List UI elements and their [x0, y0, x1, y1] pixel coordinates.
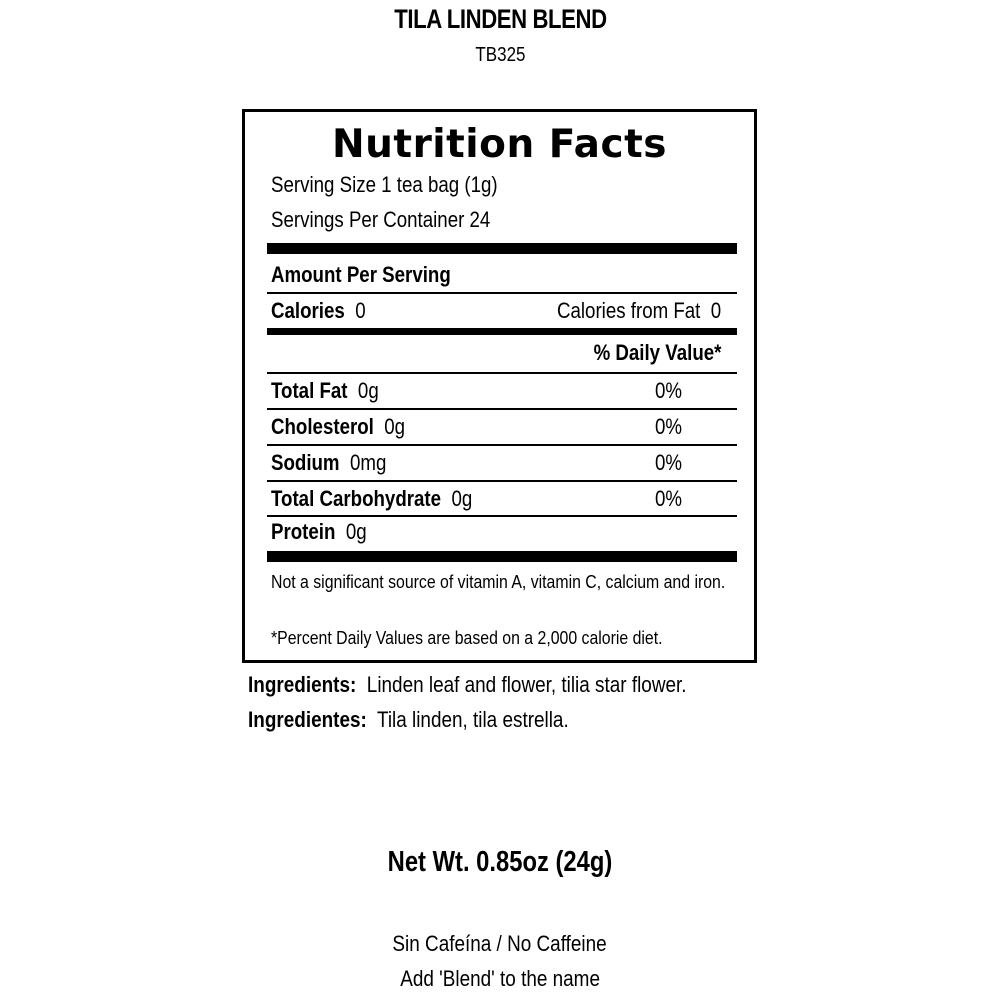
nutrient-amount: 0g — [451, 486, 473, 511]
daily-values-note: *Percent Daily Values are based on a 2,000 calorie diet. — [271, 628, 663, 648]
vitamin-note: Not a significant source of vitamin A, vitamin C, calcium and iron. — [271, 572, 726, 592]
ingredients-en — [248, 672, 758, 698]
nutrient-amount: 0g — [345, 519, 367, 544]
caffeine-note: Sin Cafeína / No Caffeine — [392, 931, 608, 956]
divider — [267, 444, 737, 446]
thick-divider — [267, 243, 737, 254]
nutrient-row-protein — [271, 517, 737, 547]
divider — [267, 408, 737, 410]
nutrient-label: Total Carbohydrate — [271, 486, 442, 511]
serving-size: Serving Size 1 tea bag (1g) — [271, 172, 498, 197]
nutrient-row-cholesterol — [271, 412, 737, 442]
divider — [267, 292, 737, 294]
nutrient-dv: 0% — [655, 414, 683, 439]
daily-value-header: % Daily Value* — [593, 340, 721, 365]
calories-row — [271, 296, 737, 326]
calories-from-fat-label: Calories from Fat — [556, 298, 701, 323]
medium-divider — [267, 328, 737, 335]
divider — [267, 372, 737, 374]
ingredientes-label: Ingredientes: — [248, 707, 367, 732]
calories-label: Calories — [271, 298, 345, 323]
nutrition-facts-panel — [242, 109, 757, 663]
calories-value: 0 — [355, 298, 366, 323]
nutrient-label: Cholesterol — [271, 414, 374, 439]
nutrient-amount: 0mg — [349, 450, 387, 475]
nutrient-amount: 0g — [357, 378, 379, 403]
nutrient-dv: 0% — [655, 486, 683, 511]
product-title: TILA LINDEN BLEND — [393, 4, 607, 34]
ingredientes-text: Tila linden, tila estrella. — [376, 707, 569, 732]
nutrient-row-sodium — [271, 448, 737, 478]
amount-per-serving: Amount Per Serving — [271, 262, 451, 287]
nutrient-row-total-carbohydrate — [271, 484, 737, 514]
nutrient-row-total-fat — [271, 376, 737, 406]
nutrient-label: Total Fat — [271, 378, 348, 403]
thick-divider — [267, 551, 737, 562]
calories-from-fat-value: 0 — [710, 298, 721, 323]
product-code: TB325 — [474, 44, 526, 66]
ingredients-text: Linden leaf and flower, tilia star flower. — [366, 672, 687, 697]
nutrient-label: Protein — [271, 519, 336, 544]
nutrient-label: Sodium — [271, 450, 340, 475]
nutrient-dv: 0% — [655, 378, 683, 403]
nutrient-dv: 0% — [655, 450, 683, 475]
nutrition-facts-title: Nutrition Facts — [332, 122, 667, 167]
nutrient-amount: 0g — [384, 414, 406, 439]
servings-per-container: Servings Per Container 24 — [271, 207, 491, 232]
net-weight: Net Wt. 0.85oz (24g) — [387, 846, 613, 878]
ingredients-es — [248, 707, 621, 733]
divider — [267, 480, 737, 482]
name-note: Add 'Blend' to the name — [400, 966, 600, 991]
ingredients-label: Ingredients: — [248, 672, 357, 697]
